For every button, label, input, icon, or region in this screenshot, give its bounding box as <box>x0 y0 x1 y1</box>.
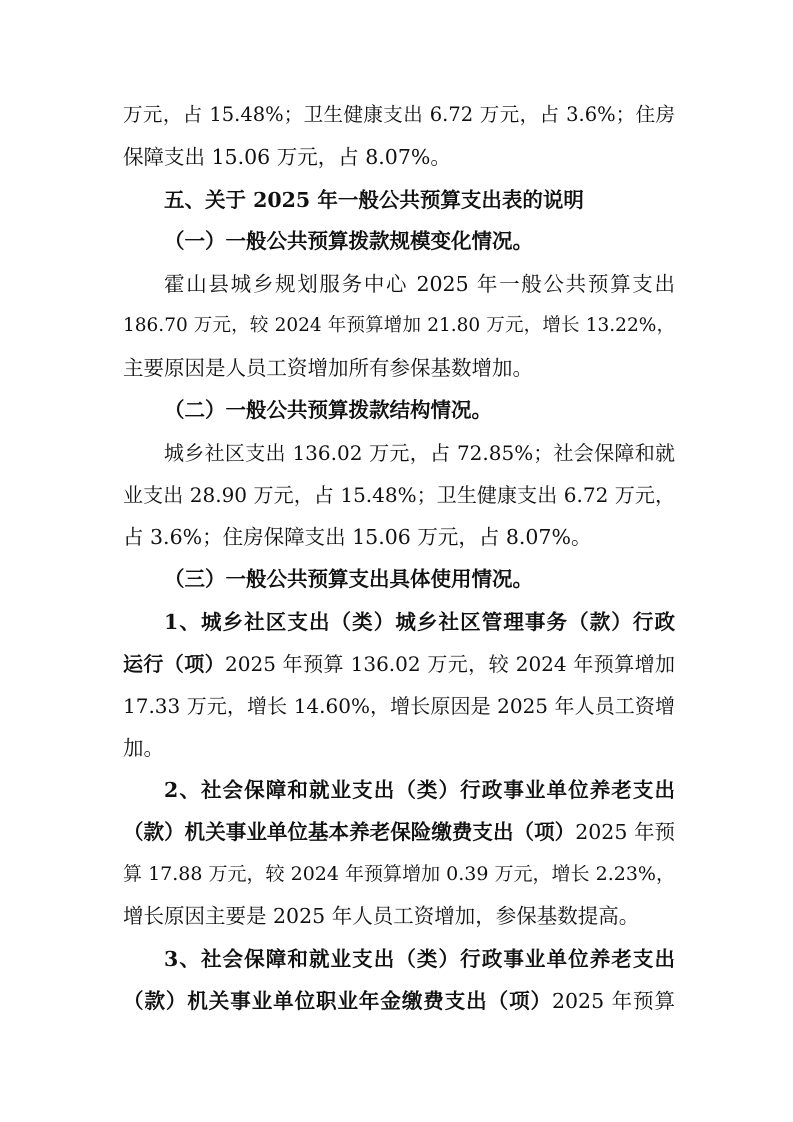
item-2-line-4: 增长原因主要是 2025 年人员工资增加，参保基数提高。 <box>123 904 640 928</box>
item-1-line-4: 加。 <box>123 736 164 760</box>
paragraph-2-line-1: 城乡社区支出 136.02 万元，占 72.85%；社会保障和就 <box>164 441 675 465</box>
subsection-heading-3: （三）一般公共预算支出具体使用情况。 <box>164 567 533 591</box>
item-2-line-2 <box>123 818 675 846</box>
subsection-heading-2: （二）一般公共预算拨款结构情况。 <box>164 398 492 422</box>
item-3-line-2-text: 2025 年预算 <box>551 989 676 1013</box>
section-heading: 五、关于 2025 年一般公共预算支出表的说明 <box>164 188 584 212</box>
item-1-line-2 <box>123 650 675 678</box>
paragraph-2-line-3: 占 3.6%；住房保障支出 15.06 万元，占 8.07%。 <box>123 525 592 549</box>
item-2-category: （款）机关事业单位基本养老保险缴费支出（项） <box>123 820 576 844</box>
item-2-line-3: 算 17.88 万元，较 2024 年预算增加 0.39 万元，增长 2.23%， <box>123 863 675 885</box>
item-3-line-1: 3、社会保障和就业支出（类）行政事业单位养老支出 <box>164 947 675 971</box>
item-1-line-1: 1、城乡社区支出（类）城乡社区管理事务（款）行政 <box>164 610 675 634</box>
carryover-line-1: 万元，占 15.48%；卫生健康支出 6.72 万元，占 3.6%；住房 <box>123 103 675 126</box>
item-3-line-2 <box>123 987 675 1015</box>
carryover-line-2: 保障支出 15.06 万元，占 8.07%。 <box>123 145 451 169</box>
paragraph-1-line-3: 主要原因是人员工资增加所有参保基数增加。 <box>123 356 533 380</box>
item-1-line-2-text: 2025 年预算 136.02 万元，较 2024 年预算增加 <box>225 652 675 676</box>
item-2-line-1: 2、社会保障和就业支出（类）行政事业单位养老支出 <box>164 778 675 802</box>
paragraph-1-line-1: 霍山县城乡规划服务中心 2025 年一般公共预算支出 <box>164 272 675 296</box>
item-1-category: 运行（项） <box>123 652 226 676</box>
item-2-line-2-text: 2025 年预 <box>575 820 675 844</box>
paragraph-2-line-2: 业支出 28.90 万元，占 15.48%；卫生健康支出 6.72 万元， <box>123 483 675 507</box>
item-1-line-3: 17.33 万元，增长 14.60%，增长原因是 2025 年人员工资增 <box>123 694 675 718</box>
item-3-category: （款）机关事业单位职业年金缴费支出（项） <box>123 989 552 1013</box>
paragraph-1-line-2: 186.70 万元，较 2024 年预算增加 21.80 万元，增长 13.22%， <box>123 315 675 336</box>
subsection-heading-1: （一）一般公共预算拨款规模变化情况。 <box>164 229 533 253</box>
